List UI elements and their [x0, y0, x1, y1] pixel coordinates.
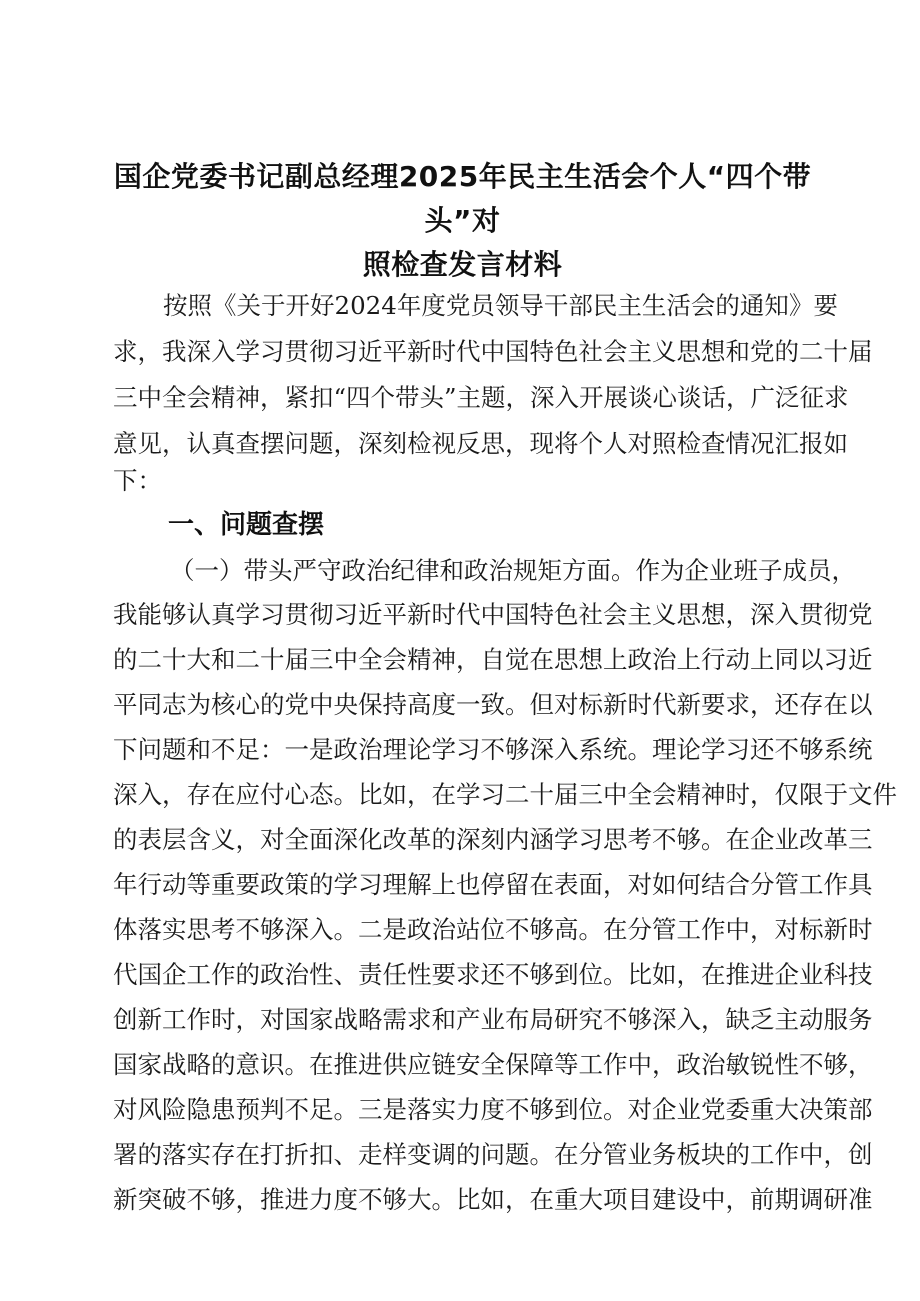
intro-line-2: 求，我深入学习贯彻习近平新时代中国特色社会主义思想和党的二十届 — [113, 337, 873, 366]
section1-line-2: 我能够认真学习贯彻习近平新时代中国特色社会主义思想，深入贯彻党 — [113, 600, 873, 629]
section1-line-4: 平同志为核心的党中央保持高度一致。但对标新时代新要求，还存在以 — [113, 690, 873, 719]
section1-line-3: 的二十大和二十届三中全会精神，自觉在思想上政治上行动上同以习近 — [113, 645, 873, 674]
intro-line-1: 按照《关于开好2024年度党员领导干部民主生活会的通知》要 — [163, 291, 838, 320]
section1-line-1: （一）带头严守政治纪律和政治规矩方面。作为企业班子成员， — [170, 556, 856, 585]
section1-line-14: 署的落实存在打折扣、走样变调的问题。在分管业务板块的工作中，创 — [113, 1140, 873, 1169]
section1-line-7: 的表层含义，对全面深化改革的深刻内涵学习思考不够。在企业改革三 — [113, 825, 873, 854]
section1-line-13: 对风险隐患预判不足。三是落实力度不够到位。对企业党委重大决策部 — [113, 1095, 873, 1124]
section1-line-11: 创新工作时，对国家战略需求和产业布局研究不够深入，缺乏主动服务 — [113, 1005, 873, 1034]
section1-line-10: 代国企工作的政治性、责任性要求还不够到位。比如，在推进企业科技 — [113, 960, 873, 989]
section1-line-8: 年行动等重要政策的学习理解上也停留在表面，对如何结合分管工作具 — [113, 870, 873, 899]
section1-line-12: 国家战略的意识。在推进供应链安全保障等工作中，政治敏锐性不够， — [113, 1050, 873, 1079]
intro-line-4: 意见，认真查摆问题，深刻检视反思，现将个人对照检查情况汇报如 — [113, 429, 848, 458]
section1-line-15: 新突破不够，推进力度不够大。比如，在重大项目建设中，前期调研准 — [113, 1185, 873, 1214]
document-title — [110, 155, 815, 287]
intro-line-5: 下： — [113, 466, 162, 495]
section1-line-5: 下问题和不足：一是政治理论学习不够深入系统。理论学习还不够系统 — [113, 735, 873, 764]
title-line-1: 国企党委书记副总经理2025年民主生活会个人“四个带头”对 — [113, 160, 812, 237]
section1-line-6: 深入，存在应付心态。比如，在学习二十届三中全会精神时，仅限于文件 — [113, 780, 897, 809]
title-line-2: 照检查发言材料 — [362, 248, 563, 281]
section1-line-9: 体落实思考不够深入。二是政治站位不够高。在分管工作中，对标新时 — [113, 915, 873, 944]
intro-line-3: 三中全会精神，紧扣“四个带头”主题，深入开展谈心谈话，广泛征求 — [113, 383, 849, 412]
section-heading: 一、问题查摆 — [168, 510, 325, 540]
